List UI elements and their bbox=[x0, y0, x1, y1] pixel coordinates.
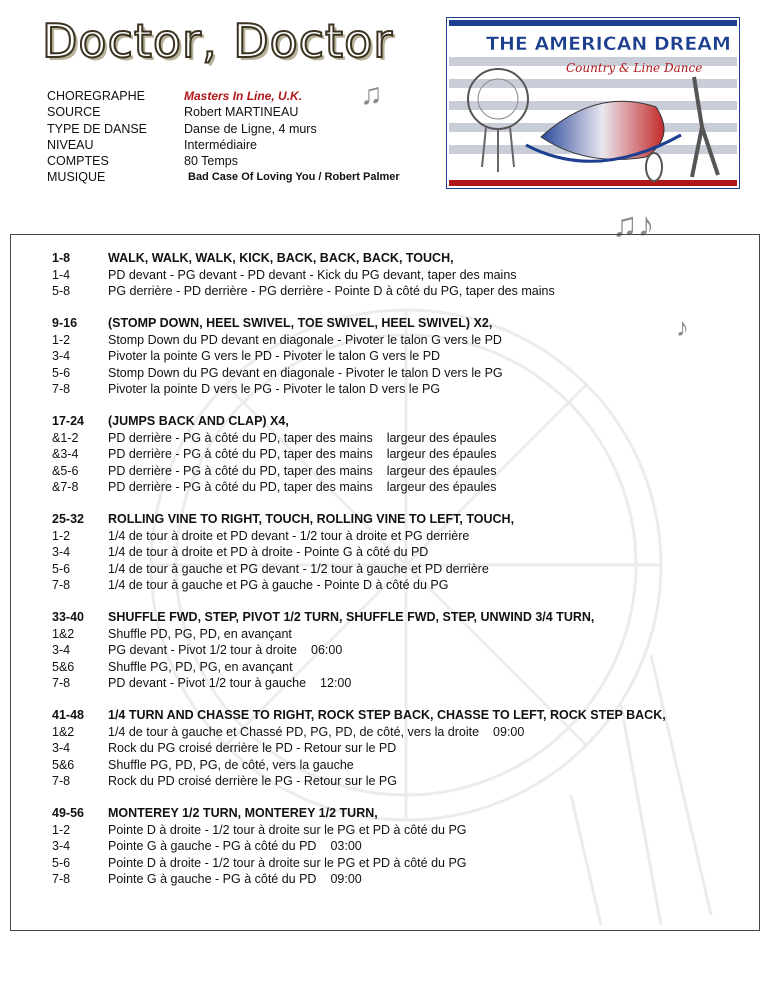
step-count: 7-8 bbox=[52, 872, 71, 886]
step-count: 1-4 bbox=[52, 267, 71, 282]
step-count: 3-4 bbox=[52, 643, 71, 657]
step-wall: 03:00 bbox=[330, 839, 362, 853]
meta-key: COMPTES bbox=[47, 154, 109, 169]
step-text: Rock du PD croisé derrière le PG - Retour sur le PG bbox=[108, 774, 397, 788]
step-text: 1/4 de tour à droite et PD à droite - Pointe G à côté du PD bbox=[108, 545, 429, 559]
section-count: 41-48 bbox=[52, 708, 84, 722]
meta-row bbox=[47, 121, 400, 137]
meta-value-level: Intermédiaire bbox=[184, 137, 257, 152]
logo-title: THE AMERICAN DREAM bbox=[486, 33, 731, 55]
music-notes-icon: ♫♪ bbox=[612, 206, 655, 244]
meta-key: NIVEAU bbox=[47, 137, 94, 152]
section-17-24 bbox=[52, 413, 752, 496]
section-title: (JUMPS BACK AND CLAP) X4, bbox=[108, 414, 289, 428]
step-text: Pointe G à gauche - PG à côté du PD bbox=[108, 839, 317, 853]
step-count: 5&6 bbox=[52, 757, 75, 772]
step-text: Shuffle PD, PG, PD, en avançant bbox=[108, 626, 292, 641]
music-note-icon: ♫ bbox=[360, 78, 383, 111]
section-count: 25-32 bbox=[52, 512, 84, 526]
section-count: 9-16 bbox=[52, 316, 78, 330]
step-text: Pointe G à gauche - PG à côté du PD bbox=[108, 872, 317, 886]
section-title: MONTEREY 1/2 TURN, MONTEREY 1/2 TURN, bbox=[108, 806, 378, 820]
section-title: (STOMP DOWN, HEEL SWIVEL, TOE SWIVEL, HEEL SWIVEL) X2, bbox=[108, 316, 493, 330]
section-title: ROLLING VINE TO RIGHT, TOUCH, ROLLING VINE TO LEFT, TOUCH, bbox=[108, 512, 515, 526]
step-count: 5-6 bbox=[52, 365, 71, 380]
section-count: 1-8 bbox=[52, 251, 71, 265]
step-note: largeur des épaules bbox=[386, 463, 497, 478]
step-count: 1&2 bbox=[52, 724, 75, 739]
section-title: WALK, WALK, WALK, KICK, BACK, BACK, BACK, TOUCH, bbox=[108, 251, 454, 265]
meta-row bbox=[47, 104, 400, 120]
step-text: PG derrière - PD derrière - PG derrière - Pointe D à côté du PG, taper des mains bbox=[108, 284, 555, 298]
step-text: 1/4 de tour à gauche et Chassé PD, PG, PD, de côté, vers la droite bbox=[108, 724, 480, 739]
step-text: Pointe D à droite - 1/2 tour à droite sur le PG et PD à côté du PG bbox=[108, 822, 467, 837]
step-text: Pivoter la pointe G vers le PD - Pivoter le talon G vers le PD bbox=[108, 349, 441, 363]
step-count: 7-8 bbox=[52, 676, 71, 690]
step-wall: 09:00 bbox=[493, 724, 525, 739]
step-text: PD derrière - PG à côté du PD, taper des mains bbox=[108, 447, 373, 461]
meta-value-music: Bad Case Of Loving You / Robert Palmer bbox=[188, 171, 400, 184]
step-wall: 09:00 bbox=[330, 872, 362, 886]
section-9-16 bbox=[52, 315, 752, 398]
meta-key: CHOREGRAPHE bbox=[47, 89, 145, 103]
section-49-56 bbox=[52, 805, 752, 888]
section-title: 1/4 TURN AND CHASSE TO RIGHT, ROCK STEP BACK, CHASSE TO LEFT, ROCK STEP BACK, bbox=[108, 708, 666, 722]
meta-value-source: Robert MARTINEAU bbox=[184, 105, 299, 120]
step-count: 5-6 bbox=[52, 855, 71, 870]
step-text: Shuffle PG, PD, PG, de côté, vers la gauche bbox=[108, 757, 354, 772]
step-count: 5&6 bbox=[52, 659, 75, 674]
step-count: &1-2 bbox=[52, 430, 79, 445]
step-count: 1&2 bbox=[52, 626, 75, 641]
step-count: &3-4 bbox=[52, 447, 79, 461]
section-1-8 bbox=[52, 250, 752, 300]
step-note: largeur des épaules bbox=[386, 447, 497, 461]
step-count: &7-8 bbox=[52, 480, 79, 494]
step-text: Shuffle PG, PD, PG, en avançant bbox=[108, 659, 293, 674]
meta-row bbox=[47, 88, 400, 104]
section-count: 17-24 bbox=[52, 414, 84, 428]
step-text: PD derrière - PG à côté du PD, taper des mains bbox=[108, 480, 373, 494]
music-note-icon: ♪ bbox=[676, 312, 689, 342]
meta-row bbox=[47, 137, 400, 153]
logo-subtitle: Country & Line Dance bbox=[566, 61, 703, 75]
section-41-48 bbox=[52, 707, 752, 790]
step-text: Stomp Down du PD devant en diagonale - Pivoter le talon G vers le PD bbox=[108, 332, 502, 347]
step-text: Stomp Down du PG devant en diagonale - Pivoter le talon D vers le PG bbox=[108, 365, 503, 380]
section-count: 33-40 bbox=[52, 610, 84, 624]
meta-key: MUSIQUE bbox=[47, 170, 106, 185]
step-text: PG devant - Pivot 1/2 tour à droite bbox=[108, 643, 297, 657]
step-count: 3-4 bbox=[52, 545, 71, 559]
step-text: Pivoter la pointe D vers le PG - Pivoter le talon D vers le PG bbox=[108, 382, 441, 396]
step-count: 3-4 bbox=[52, 839, 71, 853]
meta-row bbox=[47, 153, 400, 169]
step-count: 7-8 bbox=[52, 774, 71, 788]
step-text: PD derrière - PG à côté du PD, taper des mains bbox=[108, 430, 373, 445]
meta-value-counts: 80 Temps bbox=[184, 154, 238, 169]
section-count: 49-56 bbox=[52, 806, 84, 820]
meta-row bbox=[47, 169, 400, 185]
step-count: 3-4 bbox=[52, 349, 71, 363]
step-count: 7-8 bbox=[52, 578, 71, 592]
metadata-table bbox=[47, 88, 400, 186]
step-count: 1-2 bbox=[52, 528, 71, 543]
step-count: 1-2 bbox=[52, 822, 71, 837]
step-count: &5-6 bbox=[52, 463, 79, 478]
step-text: Rock du PG croisé derrière le PD - Retour sur le PD bbox=[108, 741, 397, 755]
step-sheet bbox=[52, 250, 752, 903]
section-25-32 bbox=[52, 511, 752, 594]
meta-value-choreographer: Masters In Line, U.K. bbox=[184, 89, 303, 103]
step-count: 5-8 bbox=[52, 284, 71, 298]
step-wall: 12:00 bbox=[320, 676, 352, 690]
step-text: PD devant - Pivot 1/2 tour à gauche bbox=[108, 676, 307, 690]
page-title: Doctor, Doctor bbox=[42, 14, 394, 68]
step-count: 5-6 bbox=[52, 561, 71, 576]
meta-key: TYPE DE DANSE bbox=[47, 121, 148, 136]
step-note: largeur des épaules bbox=[386, 430, 497, 445]
step-text: PD devant - PG devant - PD devant - Kick du PG devant, taper des mains bbox=[108, 267, 517, 282]
american-dream-logo bbox=[446, 17, 740, 189]
step-text: 1/4 de tour à gauche et PG devant - 1/2 tour à gauche et PD derrière bbox=[108, 561, 489, 576]
meta-value-dance-type: Danse de Ligne, 4 murs bbox=[184, 121, 317, 136]
step-text: Pointe D à droite - 1/2 tour à droite sur le PG et PD à côté du PG bbox=[108, 855, 467, 870]
meta-key: SOURCE bbox=[47, 105, 101, 120]
section-33-40 bbox=[52, 609, 752, 692]
step-wall: 06:00 bbox=[311, 643, 343, 657]
step-text: 1/4 de tour à gauche et PG à gauche - Pointe D à côté du PG bbox=[108, 578, 449, 592]
step-count: 7-8 bbox=[52, 382, 71, 396]
step-count: 3-4 bbox=[52, 741, 71, 755]
step-text: 1/4 de tour à droite et PD devant - 1/2 tour à droite et PG derrière bbox=[108, 528, 470, 543]
step-text: PD derrière - PG à côté du PD, taper des mains bbox=[108, 463, 373, 478]
section-title: SHUFFLE FWD, STEP, PIVOT 1/2 TURN, SHUFFLE FWD, STEP, UNWIND 3/4 TURN, bbox=[108, 610, 595, 624]
step-note: largeur des épaules bbox=[386, 480, 497, 494]
step-count: 1-2 bbox=[52, 332, 71, 347]
